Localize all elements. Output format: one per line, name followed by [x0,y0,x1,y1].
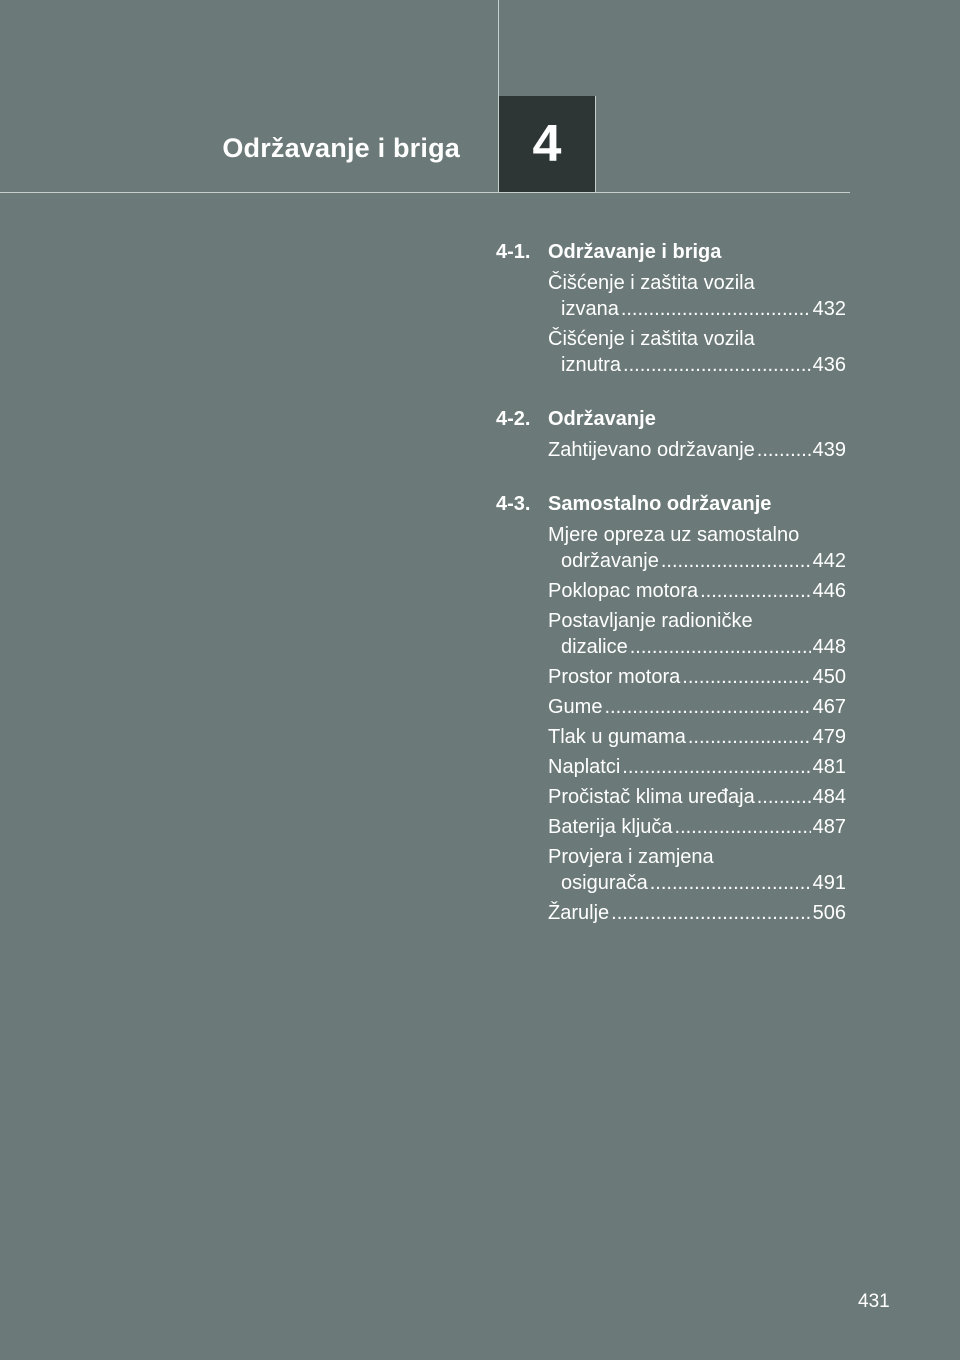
dot-leader [688,724,811,750]
section-title: Održavanje [548,408,656,430]
toc-entry[interactable] [548,608,846,660]
entry-page: 450 [812,666,846,688]
entry-row [548,870,846,896]
toc-section-4-3 [496,489,846,926]
toc-entry[interactable] [548,844,846,896]
dot-leader [621,296,811,322]
section-title: Održavanje i briga [548,241,722,263]
section-heading [496,404,846,434]
entry-page: 481 [812,756,846,778]
entry-row [548,694,846,720]
entry-page: 436 [812,354,846,376]
toc-entry[interactable] [548,754,846,780]
toc-entry[interactable] [548,724,846,750]
entry-page: 506 [812,902,846,924]
toc-entry[interactable] [548,784,846,810]
entry-label: Baterija ključa [548,816,673,838]
entry-page: 448 [812,636,846,658]
entry-page: 467 [812,696,846,718]
section-entries [548,437,846,463]
chapter-title: Održavanje i briga [222,133,460,163]
entry-label: iznutra [561,354,622,376]
entry-title-line: Provjera i zamjena [548,846,714,868]
entry-title-line: Čišćenje i zaštita vozila [548,328,755,350]
section-number: 4-3. [496,493,531,515]
header-vertical-rule [498,0,499,96]
entry-page: 442 [812,550,846,572]
entry-label: izvana [561,298,619,320]
entry-label: Prostor motora [548,666,681,688]
table-of-contents [496,237,846,952]
entry-label: Naplatci [548,756,621,778]
entry-label: Tlak u gumama [548,726,686,748]
entry-page: 432 [812,298,846,320]
entry-label: Zahtijevano održavanje [548,439,755,461]
toc-section-4-1 [496,237,846,378]
dot-leader [604,694,810,720]
entry-label: održavanje [561,550,659,572]
toc-entry[interactable] [548,326,846,378]
dot-leader [675,814,811,840]
entry-label: dizalice [561,636,628,658]
entry-label: Gume [548,696,603,718]
dot-leader [630,634,811,660]
entry-title-line: Čišćenje i zaštita vozila [548,272,755,294]
entry-row [548,437,846,463]
entry-row [548,814,846,840]
toc-entry[interactable] [548,694,846,720]
section-entries [548,522,846,926]
toc-entry[interactable] [548,270,846,322]
dot-leader [611,900,810,926]
entry-page: 487 [812,816,846,838]
dot-leader [700,578,811,604]
entry-title-line: Mjere opreza uz samostalno [548,524,800,546]
dot-leader [757,784,811,810]
entry-label: osigurača [561,872,648,894]
section-title: Samostalno održavanje [548,493,772,515]
dot-leader [682,664,810,690]
entry-label: Pročistač klima uređaja [548,786,755,808]
section-entries [548,270,846,378]
toc-entry[interactable] [548,664,846,690]
entry-row [548,578,846,604]
toc-entry[interactable] [548,900,846,926]
entry-row [548,900,846,926]
entry-label: Žarulje [548,902,610,924]
header-horizontal-rule [0,192,850,193]
entry-row [548,296,846,322]
entry-page: 491 [812,872,846,894]
section-heading [496,489,846,519]
entry-row [548,664,846,690]
entry-row [548,724,846,750]
dot-leader [650,870,811,896]
chapter-number: 4 [532,115,562,173]
entry-row [548,548,846,574]
dot-leader [622,754,810,780]
toc-entry[interactable] [548,578,846,604]
entry-row [548,754,846,780]
dot-leader [623,352,811,378]
entry-row [548,352,846,378]
entry-row [548,784,846,810]
entry-page: 439 [812,439,846,461]
entry-label: Poklopac motora [548,580,699,602]
toc-entry[interactable] [548,437,846,463]
section-number: 4-1. [496,241,531,263]
dot-leader [661,548,811,574]
toc-entry[interactable] [548,814,846,840]
entry-row [548,634,846,660]
dot-leader [757,437,811,463]
entry-page: 484 [812,786,846,808]
page-number: 431 [858,1291,890,1312]
entry-title-line: Postavljanje radioničke [548,610,753,632]
section-heading [496,237,846,267]
chapter-number-tab [498,96,596,192]
toc-section-4-2 [496,404,846,463]
toc-entry[interactable] [548,522,846,574]
entry-page: 479 [812,726,846,748]
section-number: 4-2. [496,408,531,430]
entry-page: 446 [812,580,846,602]
